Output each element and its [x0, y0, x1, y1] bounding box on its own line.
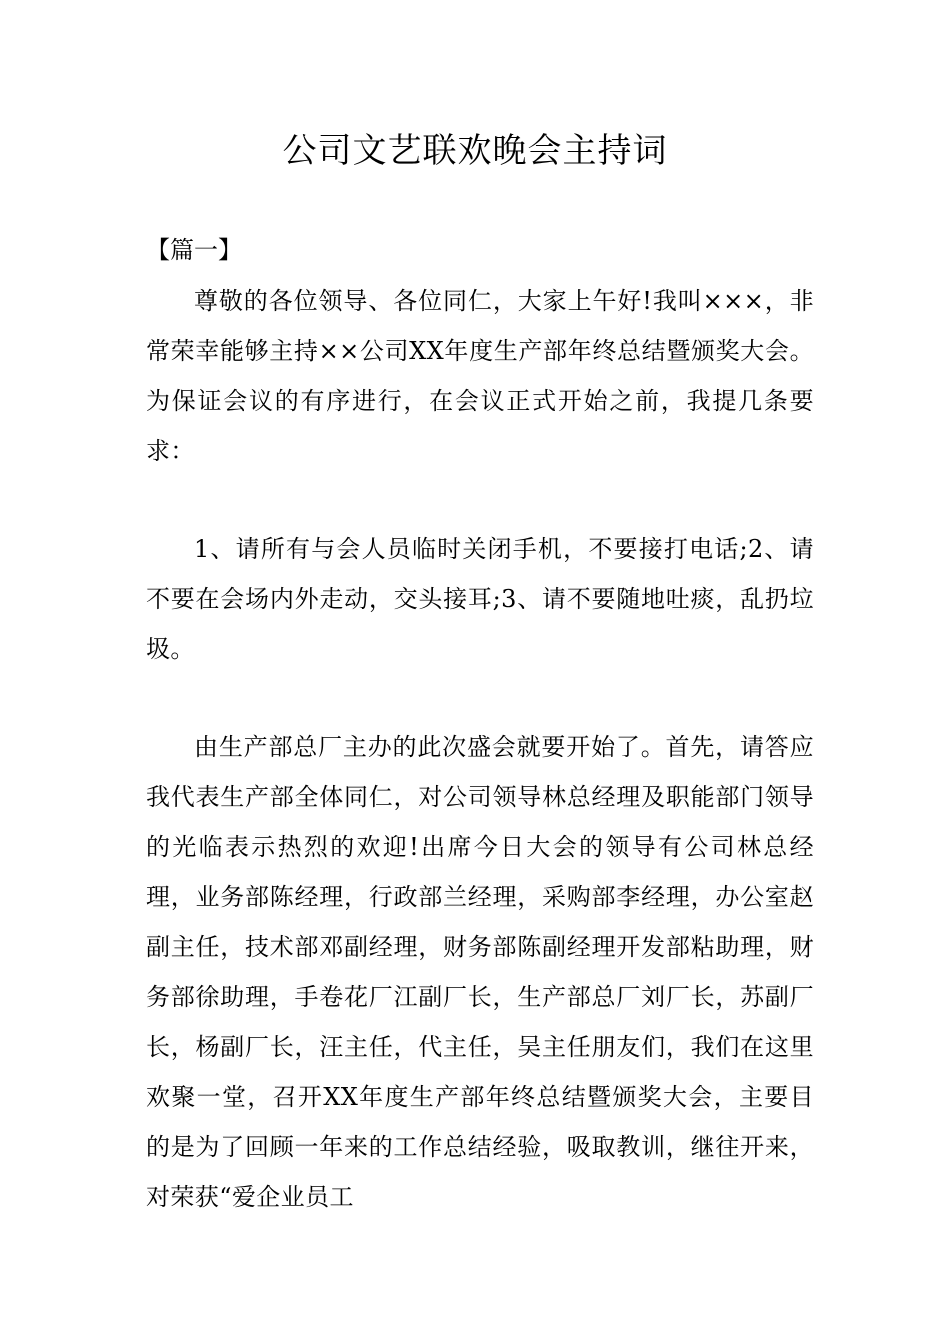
- section-label: 【篇一】: [146, 236, 242, 264]
- paragraph-rules: 1、请所有与会人员临时关闭手机，不要接打电话;2、请不要在会场内外走动，交头接耳;3、请不要随地吐痰，乱扔垃圾。: [146, 535, 814, 663]
- paragraph-opening: 尊敬的各位领导、各位同仁，大家上午好!我叫×××，非常荣幸能够主持××公司XX年度生产部年终总结暨颁奖大会。为保证会议的有序进行，在会议正式开始之前，我提几条要求：: [146, 287, 814, 465]
- document-title: 公司文艺联欢晚会主持词: [282, 131, 668, 171]
- paragraph-welcome: 由生产部总厂主办的此次盛会就要开始了。首先，请答应我代表生产部全体同仁，对公司领导林总经理及职能部门领导的光临表示热烈的欢迎!出席今日大会的领导有公司林总经理，业务部陈经理，行政部兰经理，采购部李经理，办公室赵副主任，技术部邓副经理，财务部陈副经理开发部粘助理，财务部徐助理，手卷花厂江副厂长，生产部总厂刘厂长，苏副厂长，杨副厂长，汪主任，代主任，吴主任朋友们，我们在这里欢聚一堂，召开XX年度生产部年终总结暨颁奖大会，主要目的是为了回顾一年来的工作总结经验，吸取教训，继往开来，对荣获“爱企业员工: [146, 733, 814, 1211]
